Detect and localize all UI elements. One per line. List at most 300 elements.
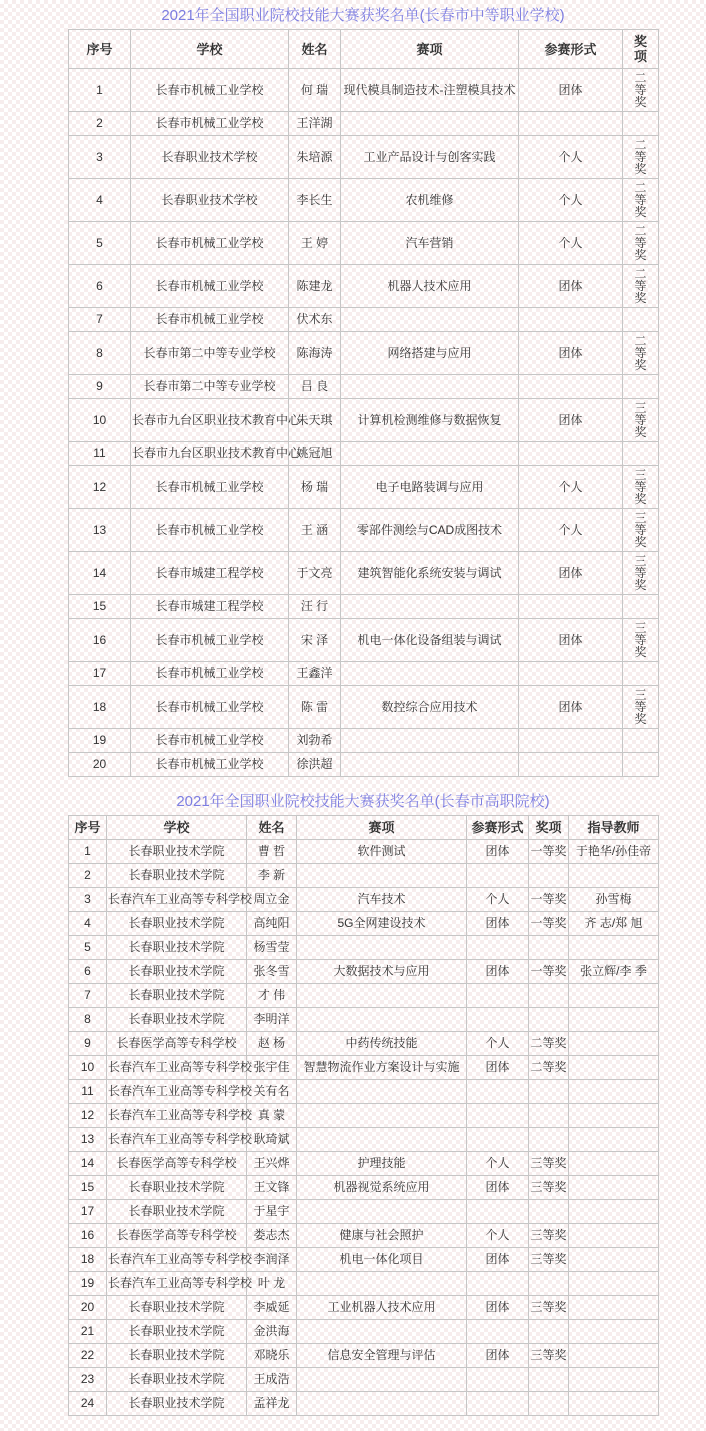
cell-school: 长春职业技术学院 [107,1344,247,1368]
cell-index: 17 [69,1200,107,1224]
cell-award [529,984,569,1008]
table-row [69,375,659,399]
cell-teacher [569,1272,659,1296]
cell-form [519,729,623,753]
cell-event [297,864,467,888]
cell-event [341,112,519,136]
cell-award: 二等奖 [529,1032,569,1056]
table-row [69,936,659,960]
table-row [69,1032,659,1056]
cell-event: 工业产品设计与创客实践 [341,136,519,179]
cell-teacher [569,984,659,1008]
column-header-index: 序号 [69,816,107,840]
cell-award: 二等奖 [623,179,659,222]
table-row [69,662,659,686]
cell-teacher [569,1368,659,1392]
cell-index: 4 [69,912,107,936]
table-row [69,864,659,888]
cell-event: 电子电路装调与应用 [341,466,519,509]
cell-school: 长春职业技术学校 [131,179,289,222]
cell-school: 长春市第二中等专业学校 [131,332,289,375]
cell-award: 三等奖 [623,509,659,552]
cell-school: 长春职业技术学院 [107,1368,247,1392]
cell-form: 个人 [467,1224,529,1248]
cell-name: 耿琦斌 [247,1128,297,1152]
cell-name: 王 涵 [289,509,341,552]
cell-event [297,1080,467,1104]
table-row [69,332,659,375]
cell-school: 长春市机械工业学校 [131,686,289,729]
cell-form [467,1128,529,1152]
table-row [69,69,659,112]
cell-award: 二等奖 [623,222,659,265]
table-row [69,729,659,753]
cell-school: 长春医学高等专科学校 [107,1224,247,1248]
cell-event: 大数据技术与应用 [297,960,467,984]
cell-form [519,662,623,686]
cell-index: 8 [69,1008,107,1032]
cell-school: 长春职业技术学院 [107,1392,247,1416]
cell-school: 长春汽车工业高等专科学校 [107,1128,247,1152]
cell-event [297,1008,467,1032]
cell-name: 关有名 [247,1080,297,1104]
cell-form: 团体 [467,1296,529,1320]
table-row [69,179,659,222]
cell-form [519,595,623,619]
cell-name: 杨 瑞 [289,466,341,509]
cell-award [529,1008,569,1032]
cell-school: 长春汽车工业高等专科学校 [107,1080,247,1104]
table-row [69,1104,659,1128]
cell-index: 13 [69,1128,107,1152]
cell-school: 长春汽车工业高等专科学校 [107,1248,247,1272]
cell-school: 长春市机械工业学校 [131,69,289,112]
cell-index: 19 [69,1272,107,1296]
cell-name: 刘勃希 [289,729,341,753]
cell-teacher [569,1080,659,1104]
column-header-name: 姓名 [247,816,297,840]
cell-award: 一等奖 [529,888,569,912]
table-row [69,1224,659,1248]
column-header-award: 奖项 [529,816,569,840]
cell-school: 长春汽车工业高等专科学校 [107,1272,247,1296]
cell-name: 叶 龙 [247,1272,297,1296]
cell-school: 长春市机械工业学校 [131,222,289,265]
cell-name: 姚冠旭 [289,442,341,466]
cell-name: 高纯阳 [247,912,297,936]
cell-event: 护理技能 [297,1152,467,1176]
cell-school: 长春市城建工程学校 [131,552,289,595]
cell-index: 19 [69,729,131,753]
awards-table-secondary-vocational [68,29,659,777]
cell-school: 长春汽车工业高等专科学校 [107,1104,247,1128]
cell-form [467,1392,529,1416]
higher-vocational-section [0,792,706,1416]
cell-event [297,984,467,1008]
cell-teacher [569,1392,659,1416]
table-row [69,308,659,332]
cell-form: 团体 [467,1056,529,1080]
cell-index: 3 [69,888,107,912]
column-header-school: 学校 [131,30,289,69]
cell-name: 孟祥龙 [247,1392,297,1416]
cell-form [467,936,529,960]
cell-school: 长春职业技术学院 [107,912,247,936]
cell-index: 15 [69,595,131,619]
cell-award: 三等奖 [529,1224,569,1248]
cell-form [467,1200,529,1224]
cell-award: 三等奖 [623,552,659,595]
cell-event [341,308,519,332]
cell-teacher [569,1320,659,1344]
cell-index: 15 [69,1176,107,1200]
cell-name: 周立金 [247,888,297,912]
cell-index: 4 [69,179,131,222]
cell-form: 个人 [467,1032,529,1056]
cell-form [519,308,623,332]
table-row [69,1056,659,1080]
cell-index: 5 [69,222,131,265]
table-row [69,1080,659,1104]
table-row [69,1368,659,1392]
cell-name: 吕 良 [289,375,341,399]
cell-index: 9 [69,1032,107,1056]
cell-award [623,375,659,399]
cell-event: 现代模具制造技术-注塑模具技术 [341,69,519,112]
cell-event [297,1200,467,1224]
cell-form: 个人 [519,179,623,222]
header-row [69,30,659,69]
table-row [69,888,659,912]
cell-school: 长春职业技术学院 [107,1200,247,1224]
table-row [69,840,659,864]
cell-event: 农机维修 [341,179,519,222]
cell-event: 中药传统技能 [297,1032,467,1056]
table-row [69,960,659,984]
cell-award: 二等奖 [623,265,659,308]
cell-school: 长春职业技术学院 [107,1176,247,1200]
cell-index: 14 [69,552,131,595]
table-row [69,222,659,265]
cell-teacher [569,1296,659,1320]
cell-teacher [569,1224,659,1248]
cell-school: 长春医学高等专科学校 [107,1152,247,1176]
cell-index: 10 [69,399,131,442]
cell-form: 团体 [467,1344,529,1368]
cell-index: 6 [69,960,107,984]
cell-form: 个人 [519,509,623,552]
cell-index: 11 [69,442,131,466]
cell-name: 张宇佳 [247,1056,297,1080]
cell-school: 长春职业技术学院 [107,864,247,888]
cell-name: 王成浩 [247,1368,297,1392]
cell-event: 5G全网建设技术 [297,912,467,936]
cell-teacher [569,1032,659,1056]
cell-index: 20 [69,1296,107,1320]
cell-form: 个人 [519,222,623,265]
cell-name: 李润泽 [247,1248,297,1272]
cell-form: 团体 [467,1248,529,1272]
cell-index: 9 [69,375,131,399]
cell-form: 团体 [519,332,623,375]
cell-index: 8 [69,332,131,375]
cell-form [519,375,623,399]
cell-form [467,1320,529,1344]
cell-school: 长春医学高等专科学校 [107,1032,247,1056]
table-row [69,912,659,936]
cell-form: 团体 [467,840,529,864]
cell-award [529,864,569,888]
cell-index: 10 [69,1056,107,1080]
cell-teacher [569,1344,659,1368]
cell-name: 宋 泽 [289,619,341,662]
cell-name: 陈海涛 [289,332,341,375]
cell-school: 长春职业技术学院 [107,1320,247,1344]
cell-school: 长春市机械工业学校 [131,308,289,332]
cell-index: 21 [69,1320,107,1344]
table-row [69,466,659,509]
cell-school: 长春汽车工业高等专科学校 [107,1056,247,1080]
cell-event: 智慧物流作业方案设计与实施 [297,1056,467,1080]
cell-name: 赵 杨 [247,1032,297,1056]
cell-form [467,1080,529,1104]
cell-award [623,662,659,686]
cell-index: 7 [69,308,131,332]
cell-form: 团体 [467,960,529,984]
cell-form: 个人 [519,466,623,509]
cell-teacher [569,1056,659,1080]
cell-event [297,1272,467,1296]
cell-event: 汽车营销 [341,222,519,265]
cell-event: 软件测试 [297,840,467,864]
cell-index: 16 [69,619,131,662]
cell-teacher [569,1248,659,1272]
cell-teacher [569,864,659,888]
cell-award [623,308,659,332]
column-header-name: 姓名 [289,30,341,69]
cell-name: 于星宇 [247,1200,297,1224]
cell-name: 于文亮 [289,552,341,595]
cell-award: 三等奖 [623,619,659,662]
cell-form: 团体 [519,619,623,662]
table-row [69,509,659,552]
cell-award [529,936,569,960]
cell-award [529,1272,569,1296]
cell-name: 李威延 [247,1296,297,1320]
table-row [69,1152,659,1176]
cell-event [297,1104,467,1128]
cell-school: 长春市九台区职业技术教育中心 [131,442,289,466]
column-header-form: 参赛形式 [467,816,529,840]
cell-form [467,984,529,1008]
cell-award: 三等奖 [529,1176,569,1200]
cell-award: 三等奖 [529,1152,569,1176]
cell-award: 一等奖 [529,960,569,984]
table-row [69,112,659,136]
cell-teacher: 齐 志/郑 旭 [569,912,659,936]
cell-award: 三等奖 [623,686,659,729]
cell-index: 17 [69,662,131,686]
cell-index: 24 [69,1392,107,1416]
cell-award: 一等奖 [529,840,569,864]
cell-award [529,1368,569,1392]
cell-school: 长春市机械工业学校 [131,729,289,753]
cell-form [467,864,529,888]
cell-name: 陈建龙 [289,265,341,308]
column-header-index: 序号 [69,30,131,69]
cell-index: 14 [69,1152,107,1176]
table-row [69,1344,659,1368]
cell-index: 23 [69,1368,107,1392]
table-row [69,1200,659,1224]
cell-school: 长春市机械工业学校 [131,619,289,662]
cell-event [297,936,467,960]
cell-award [623,729,659,753]
cell-event: 数控综合应用技术 [341,686,519,729]
cell-name: 金洪海 [247,1320,297,1344]
cell-event [341,375,519,399]
cell-name: 何 瑞 [289,69,341,112]
cell-form [467,1104,529,1128]
table-row [69,1296,659,1320]
cell-index: 12 [69,466,131,509]
cell-name: 王兴烨 [247,1152,297,1176]
table-row [69,619,659,662]
cell-event [341,753,519,777]
cell-index: 2 [69,864,107,888]
cell-name: 陈 雷 [289,686,341,729]
cell-form: 团体 [519,399,623,442]
cell-school: 长春职业技术学院 [107,984,247,1008]
cell-form: 团体 [467,1176,529,1200]
table-row [69,552,659,595]
cell-index: 6 [69,265,131,308]
cell-teacher [569,936,659,960]
cell-name: 邓晓乐 [247,1344,297,1368]
cell-event [341,729,519,753]
cell-name: 李 新 [247,864,297,888]
cell-school: 长春职业技术学院 [107,840,247,864]
table-row [69,1320,659,1344]
cell-school: 长春市机械工业学校 [131,466,289,509]
cell-school: 长春市第二中等专业学校 [131,375,289,399]
table-title-higher-vocational: 2021年全国职业院校技能大赛获奖名单(长春市高职院校) [176,793,550,810]
table-title-secondary-vocational: 2021年全国职业院校技能大赛获奖名单(长春市中等职业学校) [161,7,565,24]
cell-index: 13 [69,509,131,552]
cell-form: 个人 [519,136,623,179]
cell-award [623,753,659,777]
cell-award [529,1128,569,1152]
table-row [69,686,659,729]
cell-award: 三等奖 [623,466,659,509]
cell-event [297,1320,467,1344]
cell-index: 22 [69,1344,107,1368]
column-header-event: 赛项 [341,30,519,69]
cell-index: 5 [69,936,107,960]
cell-award: 三等奖 [623,399,659,442]
table-row [69,1272,659,1296]
column-header-school: 学校 [107,816,247,840]
cell-event [297,1368,467,1392]
awards-table-higher-vocational [68,815,659,1416]
cell-index: 2 [69,112,131,136]
cell-teacher [569,1200,659,1224]
cell-event: 网络搭建与应用 [341,332,519,375]
cell-name: 王洋湖 [289,112,341,136]
cell-name: 朱培源 [289,136,341,179]
cell-award: 三等奖 [529,1296,569,1320]
cell-teacher [569,1128,659,1152]
cell-form: 团体 [519,265,623,308]
table-row [69,595,659,619]
cell-teacher: 孙雪梅 [569,888,659,912]
cell-school: 长春市机械工业学校 [131,662,289,686]
cell-school: 长春市机械工业学校 [131,265,289,308]
cell-name: 王文锋 [247,1176,297,1200]
cell-teacher [569,1152,659,1176]
cell-award [529,1392,569,1416]
cell-form: 个人 [467,888,529,912]
cell-school: 长春职业技术学院 [107,1296,247,1320]
cell-teacher: 于艳华/孙佳帝 [569,840,659,864]
cell-award: 三等奖 [529,1248,569,1272]
table-row [69,1008,659,1032]
cell-award [623,112,659,136]
cell-index: 1 [69,69,131,112]
cell-index: 11 [69,1080,107,1104]
cell-award: 二等奖 [623,69,659,112]
cell-form [519,753,623,777]
secondary-vocational-section [0,6,706,777]
cell-teacher [569,1176,659,1200]
cell-name: 娄志杰 [247,1224,297,1248]
cell-index: 18 [69,1248,107,1272]
column-header-award: 奖项 [623,30,659,69]
cell-name: 汪 行 [289,595,341,619]
cell-index: 1 [69,840,107,864]
cell-school: 长春市机械工业学校 [131,753,289,777]
cell-event [297,1128,467,1152]
cell-event [341,595,519,619]
cell-teacher: 张立辉/李 季 [569,960,659,984]
cell-form [467,1272,529,1296]
cell-name: 真 蒙 [247,1104,297,1128]
cell-award [623,442,659,466]
cell-form: 团体 [519,686,623,729]
cell-event [297,1392,467,1416]
cell-award [529,1320,569,1344]
cell-event: 计算机检测维修与数据恢复 [341,399,519,442]
cell-form [519,112,623,136]
cell-index: 12 [69,1104,107,1128]
cell-school: 长春汽车工业高等专科学校 [107,888,247,912]
cell-event: 信息安全管理与评估 [297,1344,467,1368]
cell-school: 长春职业技术学校 [131,136,289,179]
cell-name: 朱天琪 [289,399,341,442]
cell-award [529,1200,569,1224]
cell-form: 个人 [467,1152,529,1176]
table-row [69,136,659,179]
cell-teacher [569,1104,659,1128]
cell-school: 长春市机械工业学校 [131,112,289,136]
cell-name: 李长生 [289,179,341,222]
cell-form [467,1368,529,1392]
cell-school: 长春市城建工程学校 [131,595,289,619]
cell-award [529,1104,569,1128]
cell-teacher [569,1008,659,1032]
cell-name: 王鑫洋 [289,662,341,686]
cell-name: 杨雪莹 [247,936,297,960]
